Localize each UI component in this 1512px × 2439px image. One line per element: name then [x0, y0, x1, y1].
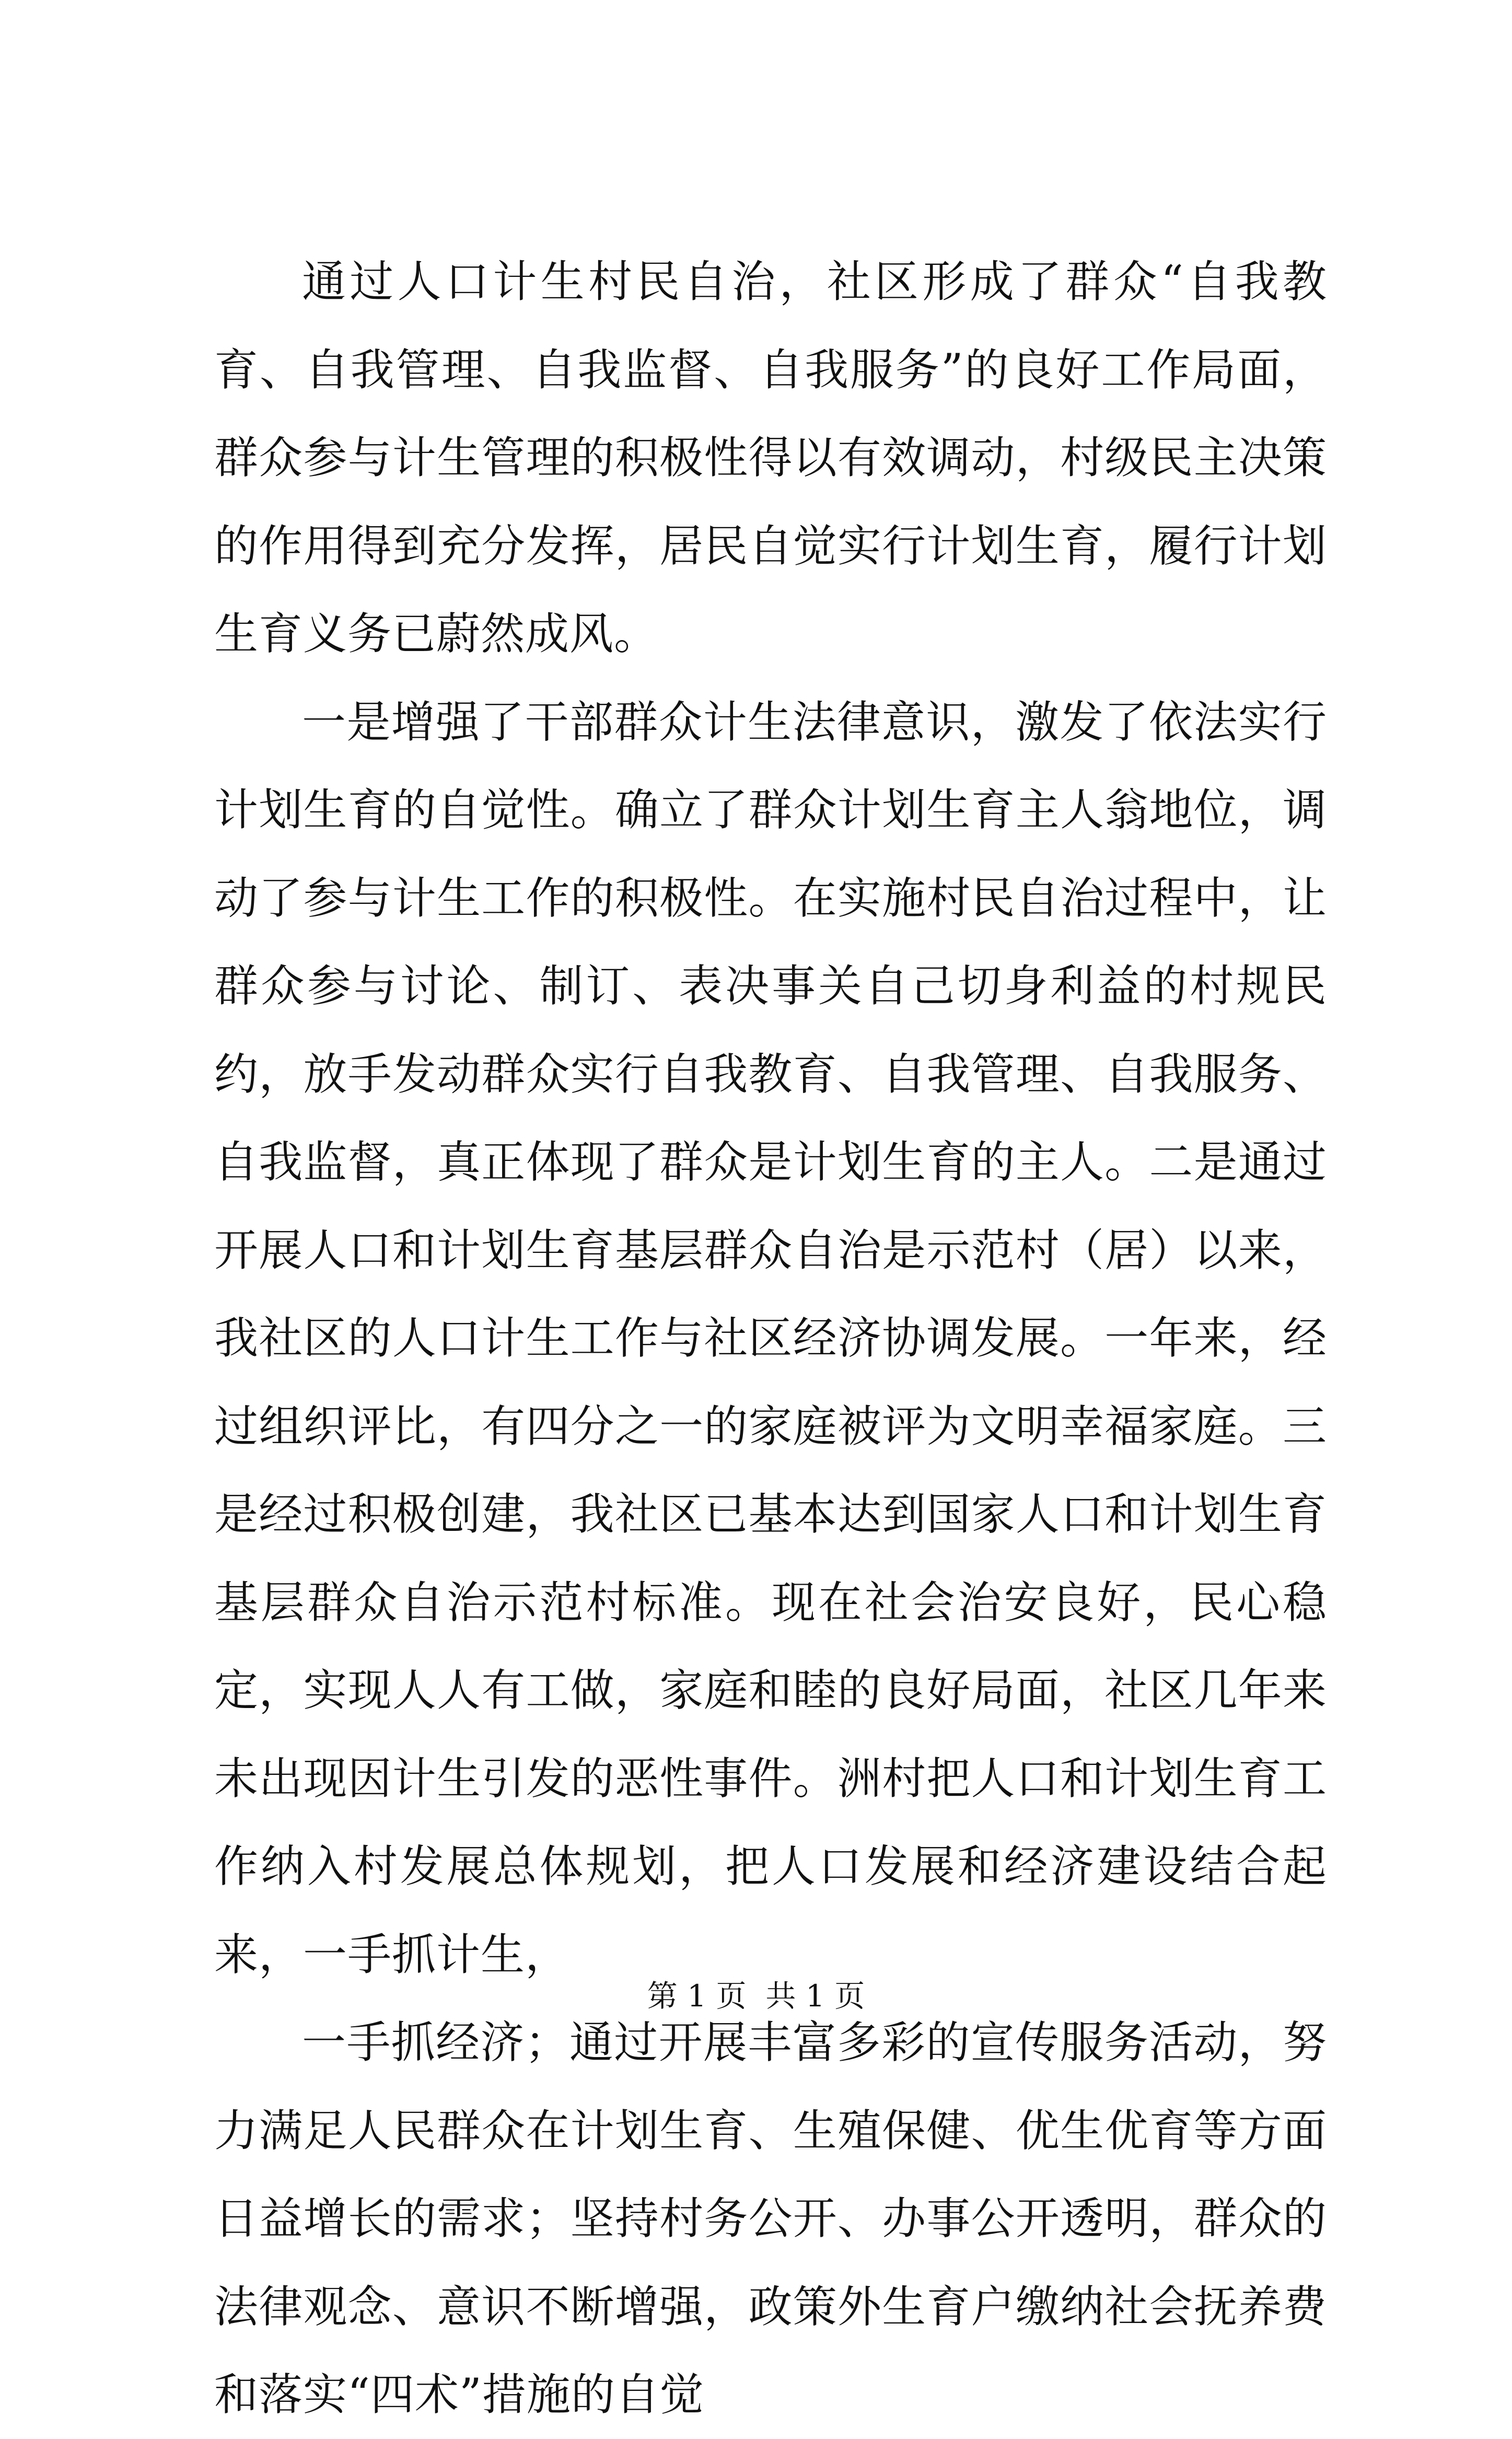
paragraph-1: 通过人口计生村民自治，社区形成了群众“自我教育、自我管理、自我监督、自我服务”的良好工作局面，群众参与计生管理的积极性得以有效调动，村级民主决策的作用得到充分发挥，居民自觉实行计划生育，履行计划生育义务已蔚然成风。 [214, 256, 1327, 659]
page-number-label: 第 1 页 共 1 页 [647, 1978, 865, 2014]
document-body [214, 238, 1327, 2439]
page-footer [0, 1975, 1512, 2017]
paragraph-3: 一手抓经济；通过开展丰富多彩的宣传服务活动，努力满足人民群众在计划生育、生殖保健、优生优育等方面日益增长的需求；坚持村务公开、办事公开透明，群众的法律观念、意识不断增强，政策外生育户缴纳社会抚养费和落实“四术”措施的自觉 [214, 2017, 1327, 2420]
paragraph-2: 一是增强了干部群众计生法律意识，激发了依法实行计划生育的自觉性。确立了群众计划生育主人翁地位，调动了参与计生工作的积极性。在实施村民自治过程中，让群众参与讨论、制订、表决事关自己切身利益的村规民约，放手发动群众实行自我教育、自我管理、自我服务、自我监督，真正体现了群众是计划生育的主人。二是通过开展人口和计划生育基层群众自治是示范村（居）以来，我社区的人口计生工作与社区经济协调发展。一年来，经过组织评比，有四分之一的家庭被评为文明幸福家庭。三是经过积极创建，我社区已基本达到国家人口和计划生育基层群众自治示范村标准。现在社会治安良好，民心稳定，实现人人有工做，家庭和睦的良好局面，社区几年来未出现因计生引发的恶性事件。洲村把人口和计划生育工作纳入村发展总体规划，把人口发展和经济建设结合起来，一手抓计生， [214, 696, 1327, 1980]
